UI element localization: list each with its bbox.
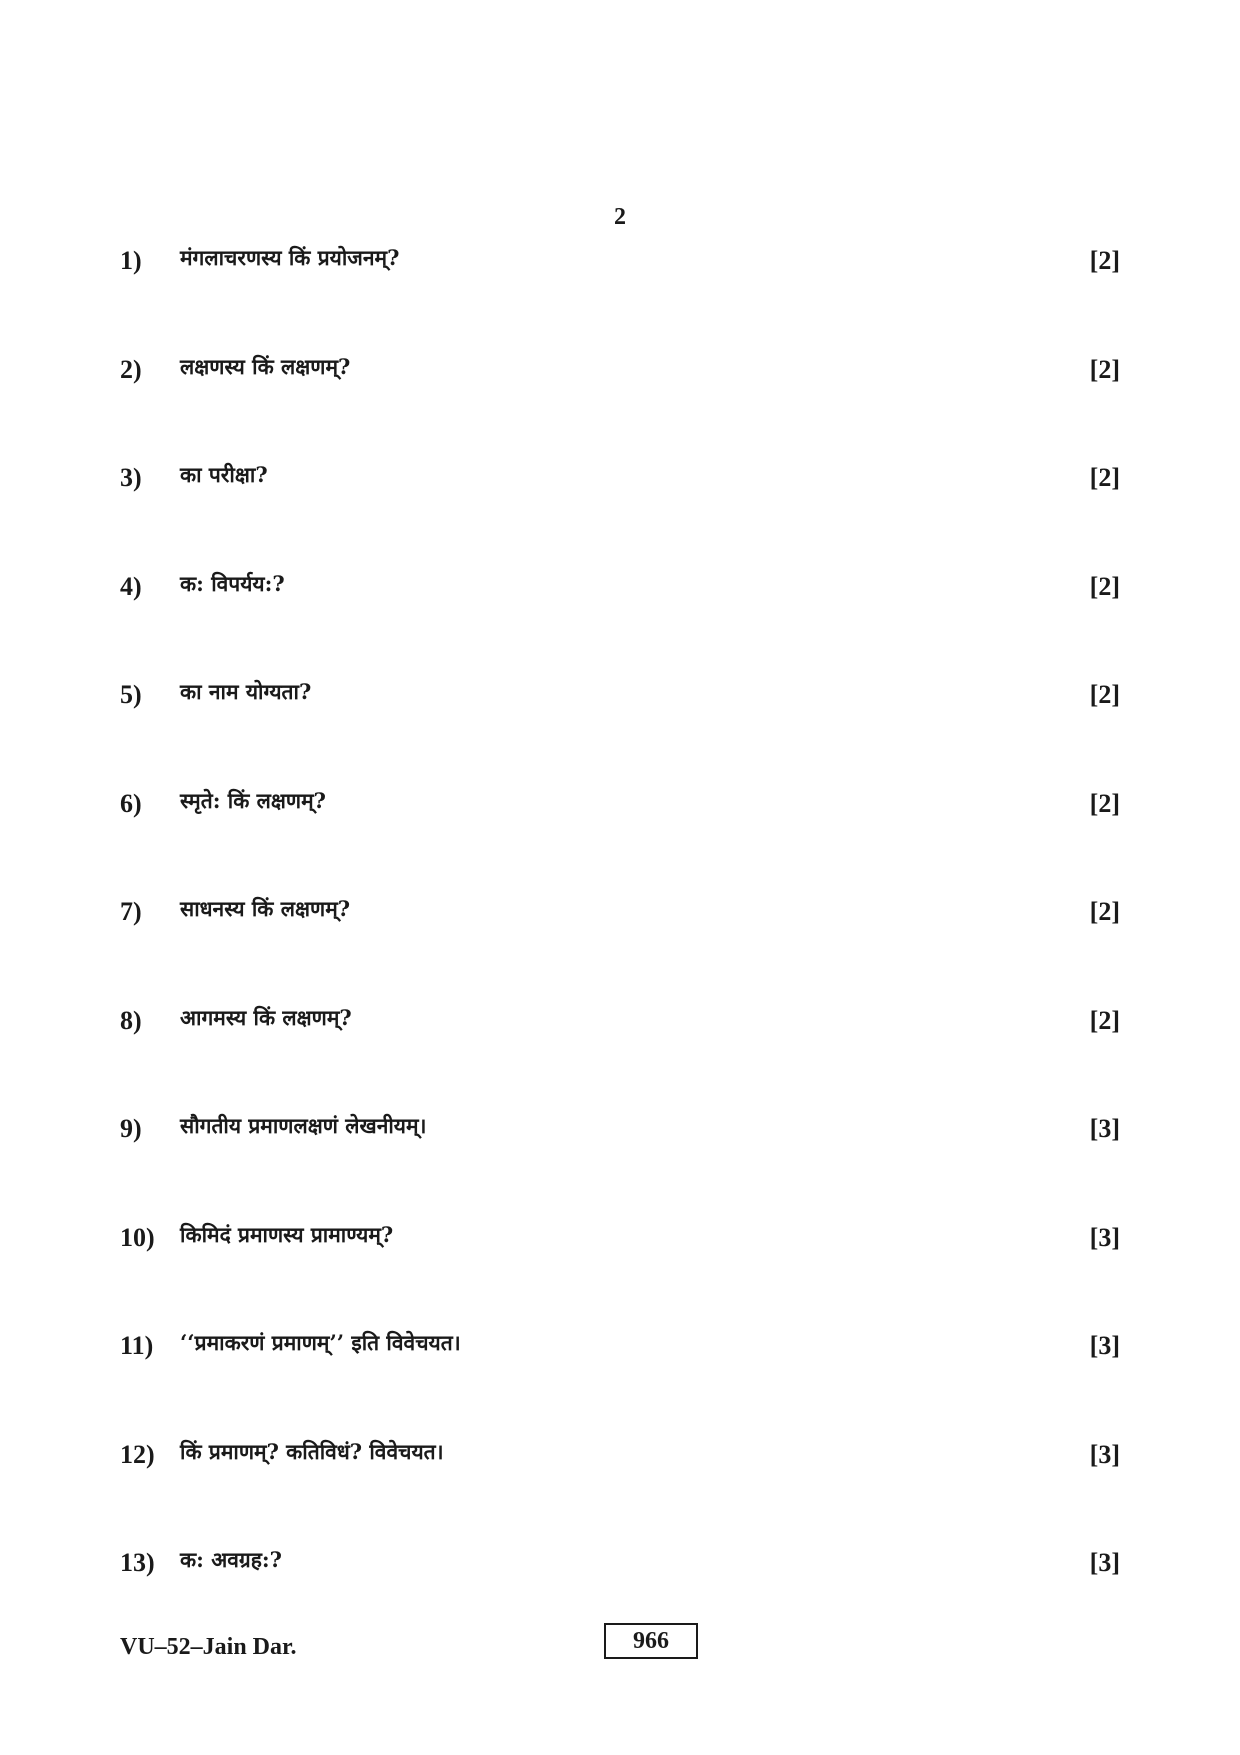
question-marks: [3] bbox=[1089, 1331, 1120, 1360]
question-marks: [2] bbox=[1089, 680, 1120, 709]
question-number: 10) bbox=[120, 1222, 155, 1252]
question-number: 5) bbox=[120, 680, 142, 709]
question-item bbox=[120, 783, 1120, 892]
question-number: 7) bbox=[120, 897, 142, 926]
paper-number-box: 966 bbox=[604, 1623, 698, 1659]
question-text: किमिदं प्रमाणस्य प्रामाण्यम्? bbox=[180, 1221, 394, 1247]
question-marks: [3] bbox=[1089, 1222, 1120, 1252]
question-marks: [2] bbox=[1089, 571, 1120, 601]
question-number: 4) bbox=[120, 571, 142, 601]
question-marks: [2] bbox=[1089, 1005, 1120, 1035]
question-item bbox=[120, 1217, 1120, 1326]
question-list bbox=[120, 240, 1120, 1651]
question-text: क: अवग्रह:? bbox=[180, 1547, 282, 1572]
question-marks: [2] bbox=[1089, 897, 1120, 926]
question-marks: [2] bbox=[1089, 788, 1120, 818]
question-text: सौगतीय प्रमाणलक्षणं लेखनीयम्। bbox=[180, 1113, 427, 1138]
page-number: 2 bbox=[614, 204, 626, 230]
question-text: ‘‘प्रमाकरणं प्रमाणम्’’ इति विवेचयत। bbox=[180, 1330, 461, 1355]
question-text: क: विपर्यय:? bbox=[180, 570, 285, 596]
question-text: स्मृते: किं लक्षणम्? bbox=[180, 787, 326, 813]
question-text: साधनस्य किं लक्षणम्? bbox=[180, 896, 351, 921]
question-text: आगमस्य किं लक्षणम्? bbox=[180, 1004, 352, 1030]
question-number: 6) bbox=[120, 788, 142, 818]
question-number: 8) bbox=[120, 1005, 142, 1035]
question-text: किं प्रमाणम्? कतिविधं? विवेचयत। bbox=[180, 1438, 444, 1464]
question-item bbox=[120, 566, 1120, 675]
question-item bbox=[120, 457, 1120, 566]
question-marks: [2] bbox=[1089, 246, 1120, 275]
question-item bbox=[120, 1000, 1120, 1109]
question-number: 13) bbox=[120, 1548, 155, 1577]
question-text: मंगलाचरणस्य किं प्रयोजनम्? bbox=[180, 245, 400, 270]
question-text: लक्षणस्य किं लक्षणम्? bbox=[180, 353, 351, 379]
question-marks: [2] bbox=[1089, 463, 1120, 492]
question-marks: [2] bbox=[1089, 354, 1120, 384]
question-number: 11) bbox=[120, 1331, 154, 1360]
question-item bbox=[120, 1434, 1120, 1543]
question-marks: [3] bbox=[1089, 1114, 1120, 1143]
question-item bbox=[120, 674, 1120, 783]
paper-code: VU–52–Jain Dar. bbox=[120, 1634, 297, 1660]
question-item bbox=[120, 240, 1120, 349]
question-item bbox=[120, 1325, 1120, 1434]
question-number: 9) bbox=[120, 1114, 142, 1143]
question-text: का परीक्षा? bbox=[180, 462, 268, 487]
question-marks: [3] bbox=[1089, 1548, 1120, 1577]
question-number: 12) bbox=[120, 1439, 155, 1469]
question-item bbox=[120, 1108, 1120, 1217]
question-number: 1) bbox=[120, 246, 142, 275]
question-item bbox=[120, 891, 1120, 1000]
question-item bbox=[120, 349, 1120, 458]
question-number: 2) bbox=[120, 354, 142, 384]
question-text: का नाम योग्यता? bbox=[180, 679, 312, 704]
question-number: 3) bbox=[120, 463, 142, 492]
question-marks: [3] bbox=[1089, 1439, 1120, 1469]
